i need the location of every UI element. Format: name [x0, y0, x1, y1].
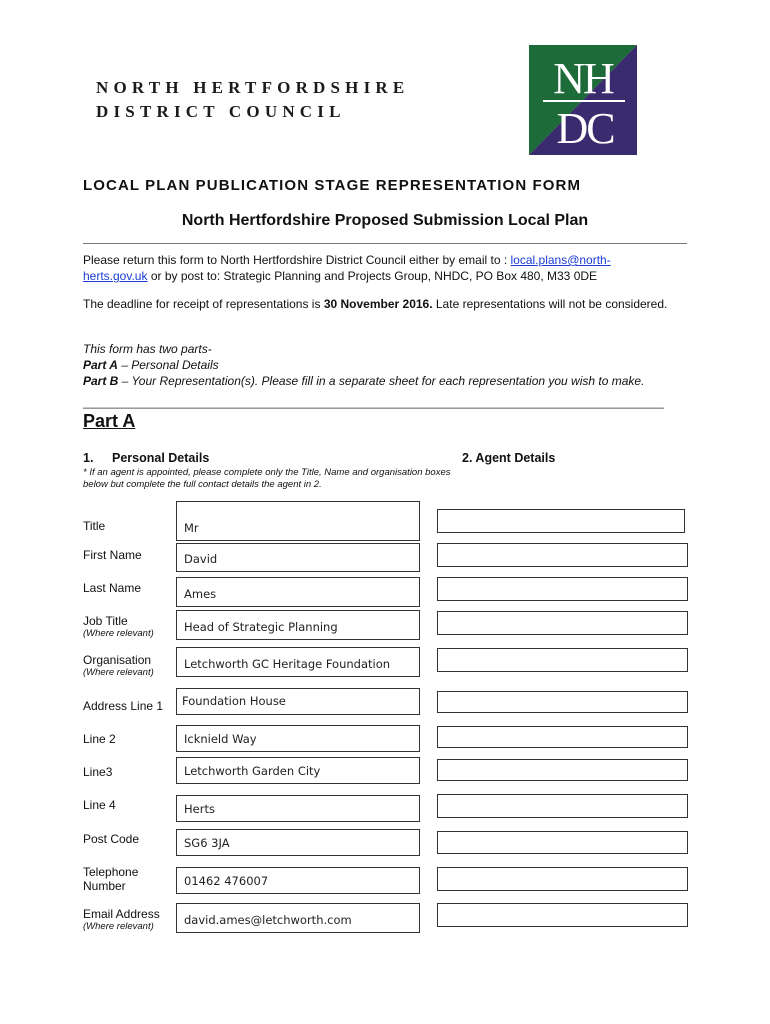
- label-post-code-text: Post Code: [83, 832, 140, 846]
- part-a-label: Part A: [83, 358, 118, 372]
- deadline-suffix: Late representations will not be considered.: [432, 297, 668, 311]
- label-email-text: Email Address: [83, 907, 160, 921]
- divider-rule: [83, 243, 687, 244]
- agent-job-title-field[interactable]: [437, 611, 688, 635]
- return-instructions: [83, 252, 673, 284]
- agent-email-field[interactable]: [437, 903, 688, 927]
- label-line4: [83, 798, 116, 812]
- label-organisation-text: Organisation: [83, 653, 152, 667]
- label-address-line1: [83, 699, 163, 713]
- label-job-title-sub: (Where relevant): [83, 628, 154, 639]
- part-a-description: [83, 357, 683, 373]
- agent-note: * If an agent is appointed, please complete only the Title, Name and organisation boxes below but complete the full contact details the agent in 2.: [83, 467, 451, 490]
- label-first-name: [83, 548, 142, 562]
- agent-address-line4-field[interactable]: [437, 794, 688, 818]
- deadline-prefix: The deadline for receipt of representations is: [83, 297, 324, 311]
- underline-rule: _______________________________________________________________________________________: [83, 395, 664, 409]
- label-email-sub: (Where relevant): [83, 921, 154, 932]
- label-line3-text: Line3: [83, 765, 113, 779]
- label-line4-text: Line 4: [83, 798, 116, 812]
- deadline-text: [83, 296, 673, 312]
- part-b-description: [83, 373, 683, 389]
- telephone-field[interactable]: 01462 476007: [176, 867, 420, 894]
- agent-details-heading: 2. Agent Details: [462, 451, 556, 465]
- organisation-field[interactable]: Letchworth GC Heritage Foundation: [176, 647, 420, 677]
- label-post-code: [83, 832, 139, 846]
- email-field[interactable]: david.ames@letchworth.com: [176, 903, 420, 933]
- agent-last-name-field[interactable]: [437, 577, 688, 601]
- logo-text-top: NH: [553, 54, 613, 103]
- label-line2-text: Line 2: [83, 732, 116, 746]
- agent-telephone-field[interactable]: [437, 867, 688, 891]
- address-line3-field[interactable]: Letchworth Garden City: [176, 757, 420, 784]
- part-a-heading: Part A: [83, 411, 136, 431]
- label-organisation: [83, 653, 154, 678]
- agent-post-code-field[interactable]: [437, 831, 688, 854]
- label-address-line1-text: Address Line 1: [83, 699, 164, 713]
- label-last-name-text: Last Name: [83, 581, 142, 595]
- last-name-field[interactable]: Ames: [176, 577, 420, 607]
- nhdc-logo: [529, 45, 637, 155]
- email-link[interactable]: local.plans@north-herts.gov.uk: [83, 253, 611, 283]
- title-field[interactable]: Mr: [176, 501, 420, 541]
- agent-address-line3-field[interactable]: [437, 759, 688, 781]
- part-b-label: Part B: [83, 374, 119, 388]
- agent-organisation-field[interactable]: [437, 648, 688, 672]
- form-title: LOCAL PLAN PUBLICATION STAGE REPRESENTATION FORM: [83, 177, 582, 194]
- parts-description: [83, 341, 683, 389]
- address-line1-field[interactable]: Foundation House: [176, 688, 420, 715]
- address-line4-field[interactable]: Herts: [176, 795, 420, 822]
- label-telephone-text2: Number: [83, 879, 126, 893]
- label-line3: [83, 765, 112, 779]
- label-first-name-text: First Name: [83, 548, 142, 562]
- agent-first-name-field[interactable]: [437, 543, 688, 567]
- return-suffix: or by post to: Strategic Planning and Projects Group, NHDC, PO Box 480, M33 0DE: [147, 269, 598, 283]
- label-title: [83, 519, 105, 533]
- label-telephone-text: Telephone: [83, 865, 139, 879]
- deadline-date: 30 November 2016.: [323, 297, 433, 311]
- return-prefix: Please return this form to North Hertfordshire District Council either by email to :: [83, 253, 511, 267]
- section1-title: Personal Details: [112, 451, 210, 465]
- label-job-title-text: Job Title: [83, 614, 128, 628]
- label-email: [83, 907, 160, 932]
- job-title-field[interactable]: Head of Strategic Planning: [176, 610, 420, 640]
- council-name-line2: DISTRICT COUNCIL: [96, 102, 346, 121]
- section1-number: 1.: [83, 451, 94, 465]
- parts-intro: This form has two parts-: [83, 342, 212, 356]
- personal-details-heading: [83, 451, 209, 465]
- agent-address-line1-field[interactable]: [437, 691, 688, 713]
- logo-text-bottom: DC: [556, 104, 614, 153]
- form-subtitle: North Hertfordshire Proposed Submission Local Plan: [181, 212, 589, 229]
- council-name: [96, 76, 409, 124]
- label-telephone: [83, 865, 138, 893]
- council-name-line1: NORTH HERTFORDSHIRE: [96, 78, 410, 97]
- label-last-name: [83, 581, 141, 595]
- label-line2: [83, 732, 116, 746]
- label-title-text: Title: [83, 519, 106, 533]
- agent-title-field[interactable]: [437, 509, 685, 533]
- address-line2-field[interactable]: Icknield Way: [176, 725, 420, 752]
- agent-address-line2-field[interactable]: [437, 726, 688, 748]
- post-code-field[interactable]: SG6 3JA: [176, 829, 420, 856]
- first-name-field[interactable]: David: [176, 543, 420, 572]
- label-organisation-sub: (Where relevant): [83, 667, 154, 678]
- label-job-title: [83, 614, 154, 639]
- part-b-text: – Your Representation(s). Please fill in a separate sheet for each representation you wish to make.: [118, 374, 645, 388]
- part-a-text: – Personal Details: [117, 358, 219, 372]
